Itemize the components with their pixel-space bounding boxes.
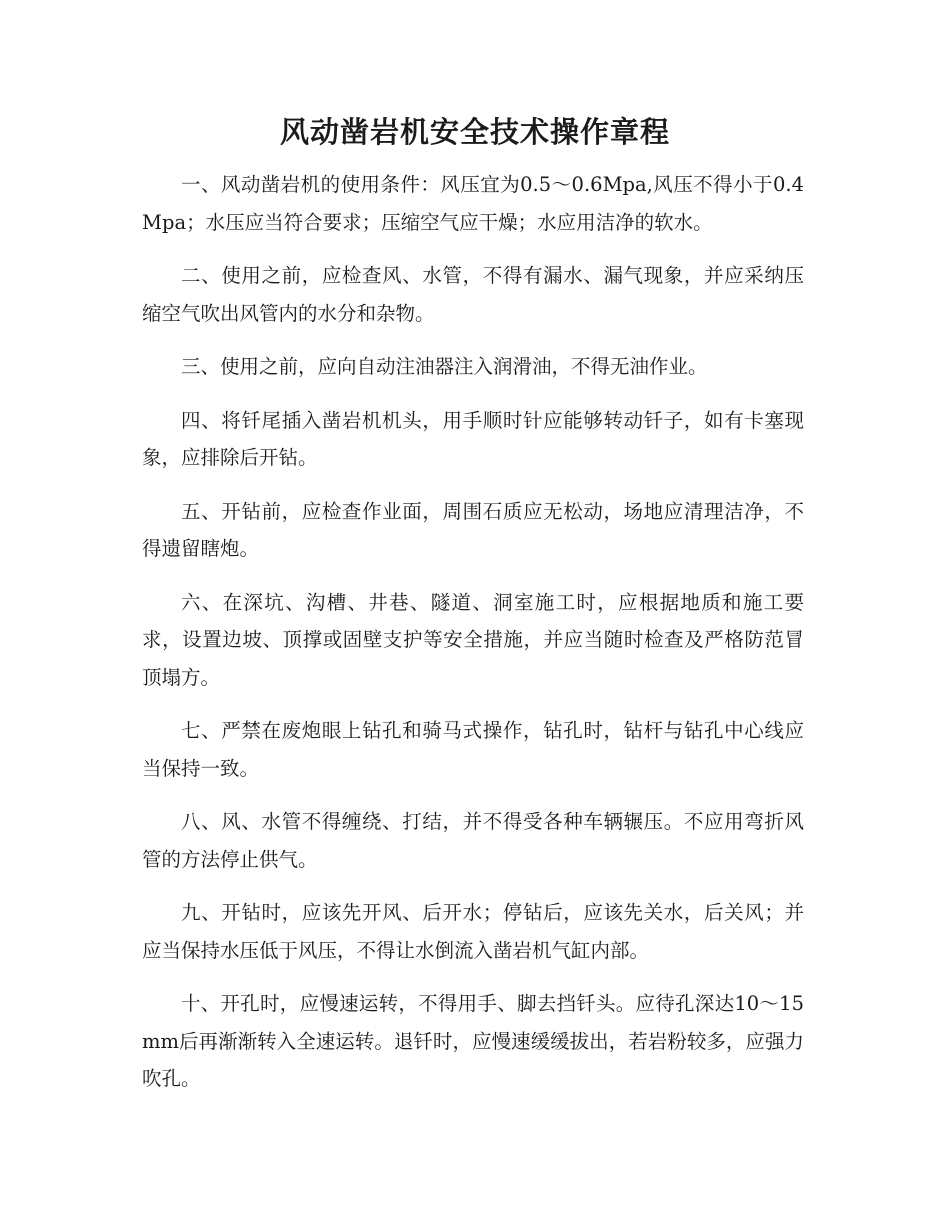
paragraph-9: 九、开钻时，应该先开风、后开水；停钻后，应该先关水，后关风；并应当保持水压低于风压，不得让水倒流入凿岩机气缸内部。 xyxy=(142,901,804,962)
paragraph-10: 十、开孔时，应慢速运转，不得用手、脚去挡钎头。应待孔深达10～15mm后再渐渐转入全速运转。退钎时，应慢速缓缓拔出，若岩粉较多，应强力吹孔。 xyxy=(142,992,804,1090)
paragraph-1: 一、风动凿岩机的使用条件：风压宜为0.5～0.6Mpa,风压不得小于0.4Mpa；水压应当符合要求；压缩空气应干燥；水应用洁净的软水。 xyxy=(142,173,804,234)
document-title: 风动凿岩机安全技术操作章程 xyxy=(279,115,670,149)
paragraph-5: 五、开钻前，应检查作业面，周围石质应无松动，场地应清理洁净，不得遗留瞎炮。 xyxy=(142,499,804,560)
paragraph-6: 六、在深坑、沟槽、井巷、隧道、洞室施工时，应根据地质和施工要求，设置边坡、顶撑或固壁支护等安全措施，并应当随时检查及严格防范冒顶塌方。 xyxy=(142,590,804,689)
paragraph-4: 四、将钎尾插入凿岩机机头，用手顺时针应能够转动钎子，如有卡塞现象，应排除后开钻。 xyxy=(142,408,804,469)
paragraph-8: 八、风、水管不得缠绕、打结，并不得受各种车辆辗压。不应用弯折风管的方法停止供气。 xyxy=(142,810,804,871)
paragraph-3: 三、使用之前，应向自动注油器注入润滑油，不得无油作业。 xyxy=(181,355,708,378)
paragraph-2: 二、使用之前，应检查风、水管，不得有漏水、漏气现象，并应采纳压缩空气吹出风管内的水分和杂物。 xyxy=(142,264,804,325)
document-body xyxy=(142,166,804,1114)
paragraph-7: 七、严禁在废炮眼上钻孔和骑马式操作，钻孔时，钻杆与钻孔中心线应当保持一致。 xyxy=(142,719,804,780)
